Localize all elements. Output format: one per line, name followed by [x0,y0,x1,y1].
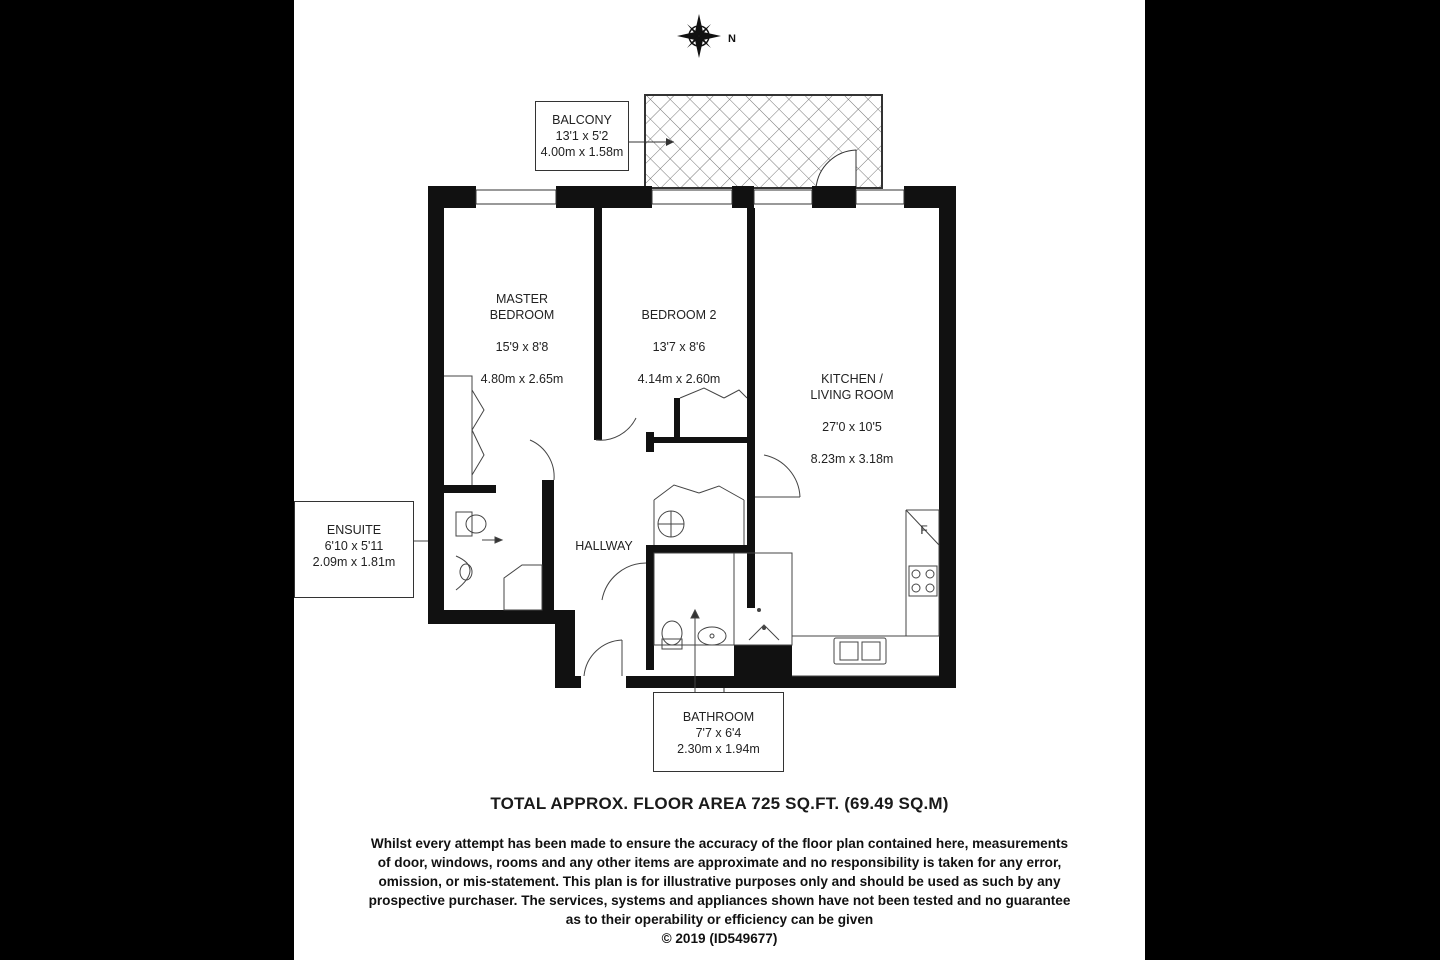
balcony-area [629,95,882,188]
disclaimer-line: prospective purchaser. The services, systems and appliances shown have not been tested and no guarantee [368,893,1071,908]
hallway-label: HALLWAY [575,539,633,553]
balcony-name: BALCONY [552,113,612,127]
copyright: © 2019 (ID549677) [661,931,778,946]
floor-plan-drawing [294,0,1145,790]
floor-plan-sheet [294,0,1145,960]
kitchen-living-imperial: 27'0 x 10'5 [822,420,882,434]
disclaimer-line: omission, or mis-statement. This plan is for illustrative purposes only and should be used as such by any [378,874,1061,889]
bedroom-2-metric: 4.14m x 2.60m [637,372,721,386]
bathroom-metric: 2.30m x 1.94m [677,742,760,756]
disclaimer-line: of door, windows, rooms and any other items are approximate and no responsibility is taken for any error, [377,855,1062,870]
bedroom-2-imperial: 13'7 x 8'6 [652,340,706,354]
bedroom-2-label [614,291,744,387]
total-floor-area: TOTAL APPROX. FLOOR AREA 725 SQ.FT. (69.49 SQ.M) [490,794,949,813]
kitchen-living-label [787,355,917,467]
boiler-icon [658,511,684,537]
master-bedroom-metric: 4.80m x 2.65m [480,372,564,386]
ensuite-imperial: 6'10 x 5'11 [324,539,384,553]
ensuite-callout [294,501,414,598]
fridge-label: F [920,523,928,537]
bathroom-imperial: 7'7 x 6'4 [695,726,742,740]
balcony-callout [535,101,629,171]
north-label: N [728,33,736,45]
compass-rose-icon [677,14,721,58]
ensuite-name: ENSUITE [326,523,382,537]
balcony-metric: 4.00m x 1.58m [540,145,624,159]
disclaimer-line: as to their operability or efficiency can be given [565,912,874,927]
kitchen-living-name: KITCHEN / LIVING ROOM [810,372,894,402]
balcony-imperial: 13'1 x 5'2 [555,129,609,143]
master-bedroom-label [462,275,582,387]
bathroom-name: BATHROOM [682,710,755,724]
kitchen-living-metric: 8.23m x 3.18m [810,452,894,466]
disclaimer-line: Whilst every attempt has been made to ensure the accuracy of the floor plan contained here, measurements [370,836,1069,851]
ensuite-metric: 2.09m x 1.81m [312,555,396,569]
disclaimer [334,834,1105,948]
master-bedroom-imperial: 15'9 x 8'8 [495,340,549,354]
master-bedroom-name: MASTER BEDROOM [489,292,555,322]
bathroom-callout [653,692,784,772]
bedroom-2-name: BEDROOM 2 [641,308,717,322]
